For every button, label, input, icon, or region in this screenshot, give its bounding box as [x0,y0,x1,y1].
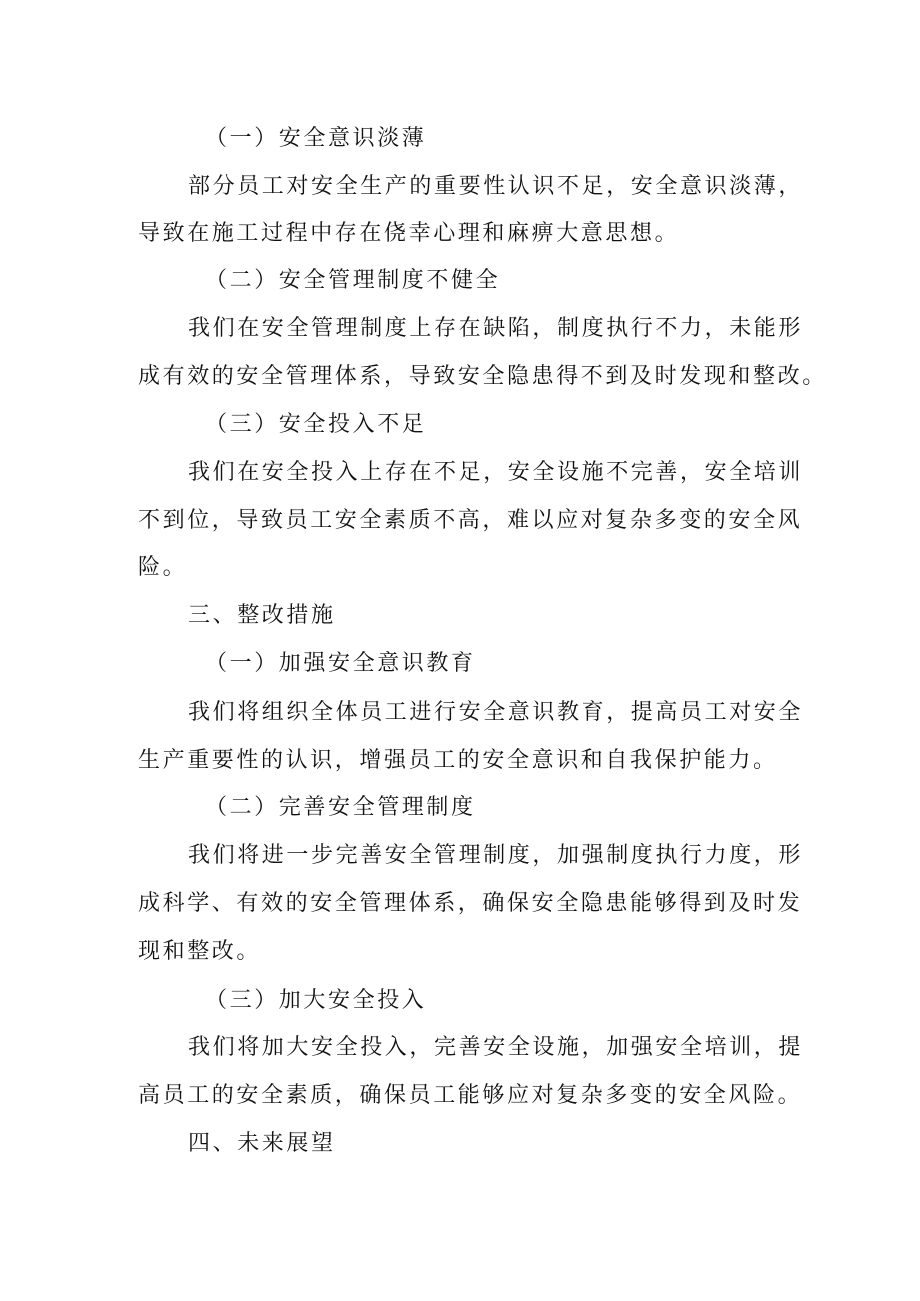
paragraph-line: 我们将加大安全投入，完善安全设施，加强安全培训，提 [188,1035,804,1060]
paragraph-line: 生产重要性的认识，增强员工的安全意识和自我保护能力。 [138,748,778,773]
paragraph-line: 我们在安全管理制度上存在缺陷，制度执行不力，未能形 [188,316,804,341]
section-heading-future-outlook: 四、未来展望 [188,1131,336,1156]
paragraph-line: 我们在安全投入上存在不足，安全设施不完善，安全培训 [188,460,804,485]
subheading-management-system: （二）安全管理制度不健全 [205,268,501,293]
paragraph-line: 高员工的安全素质，确保员工能够应对复杂多变的安全风险。 [138,1083,803,1108]
subheading-strengthen-education: （一）加强安全意识教育 [205,651,476,676]
subheading-investment-lacking: （三）安全投入不足 [205,412,427,437]
paragraph-line: 现和整改。 [138,939,262,964]
paragraph-line: 不到位，导致员工安全素质不高，难以应对复杂多变的安全风 [138,508,803,533]
paragraph-line: 险。 [138,555,188,580]
subheading-awareness-weak: （一）安全意识淡薄 [205,126,427,151]
paragraph-line: 我们将组织全体员工进行安全意识教育，提高员工对安全 [188,700,804,725]
paragraph-line: 我们将进一步完善安全管理制度，加强制度执行力度，形 [188,843,804,868]
subheading-improve-system: （二）完善安全管理制度 [205,795,476,820]
paragraph-line: 部分员工对安全生产的重要性认识不足，安全意识淡薄， [188,174,804,199]
section-heading-rectification: 三、整改措施 [188,603,336,628]
paragraph-line: 成有效的安全管理体系，导致安全隐患得不到及时发现和整改。 [138,364,827,389]
paragraph-line: 成科学、有效的安全管理体系，确保安全隐患能够得到及时发 [138,891,803,916]
subheading-increase-investment: （三）加大安全投入 [205,988,427,1013]
paragraph-line: 导致在施工过程中存在侥幸心理和麻痹大意思想。 [138,221,680,246]
